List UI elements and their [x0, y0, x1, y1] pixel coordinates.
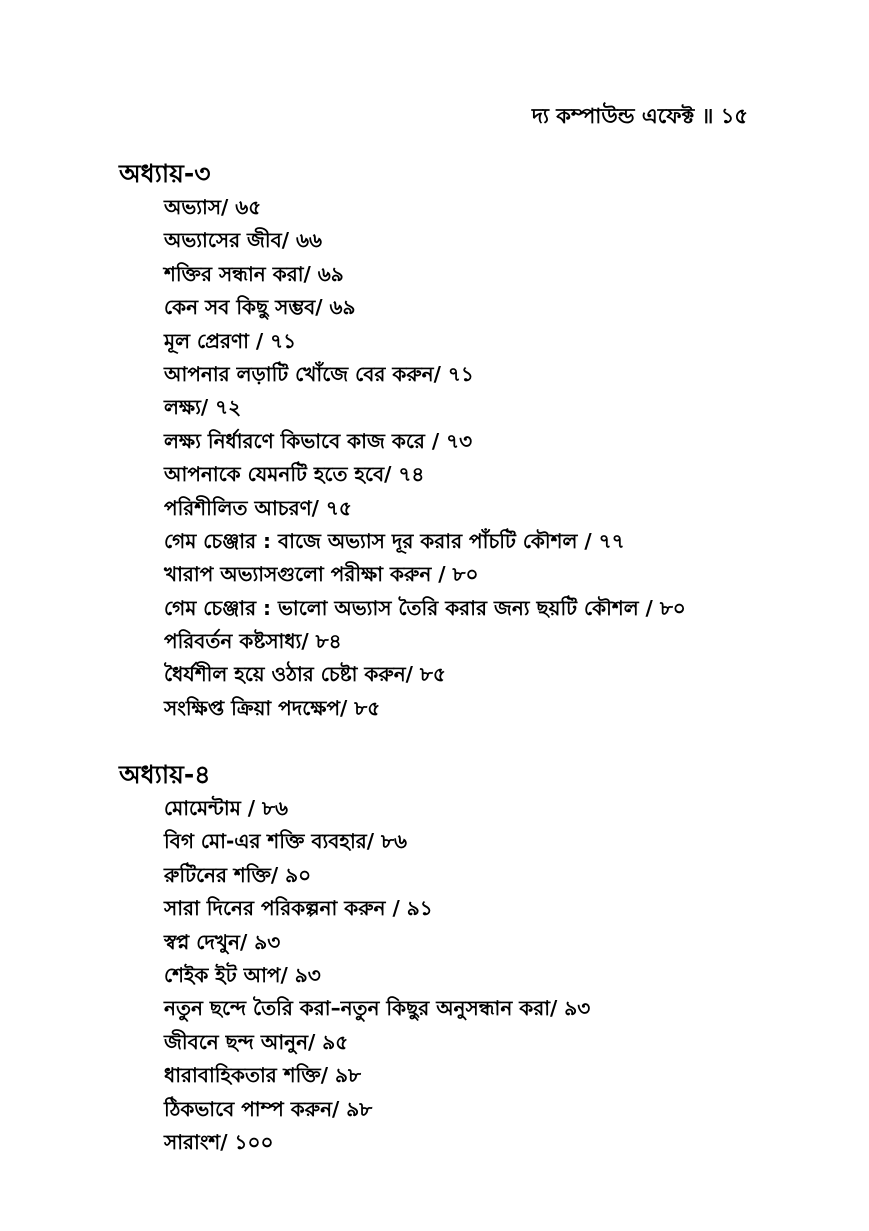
chapter-title: অধ্যায়-৩ — [119, 159, 211, 188]
toc-entry: বিগ মো-এর শক্তি ব্যবহার/ ৮৬ — [164, 829, 407, 854]
chapter-title: অধ্যায়-৪ — [119, 760, 211, 789]
toc-entry: ধৈর্যশীল হয়ে ওঠার চেষ্টা করুন/ ৮৫ — [164, 662, 446, 687]
toc-entry: লক্ষ্য/ ৭২ — [164, 395, 242, 420]
chapter-4-section — [119, 758, 779, 1159]
toc-entry: কেন সব কিছু সম্ভব/ ৬৯ — [164, 295, 356, 320]
toc-entry-list — [119, 792, 779, 1159]
toc-entry: অভ্যাস/ ৬৫ — [164, 195, 262, 219]
toc-entry: অভ্যাসের জীব/ ৬৬ — [164, 228, 323, 253]
toc-entry: নতুন ছন্দে তৈরি করা–নতুন কিছুর অনুসন্ধান করা/ ৯৩ — [164, 996, 591, 1021]
toc-entry: শক্তির সন্ধান করা/ ৬৯ — [164, 261, 344, 286]
toc-entry: আপনাকে যেমনটি হতে হবে/ ৭৪ — [164, 462, 425, 487]
toc-entry-list — [119, 191, 779, 725]
chapter-3-section — [119, 157, 779, 725]
toc-entry: জীবনে ছন্দ আনুন/ ৯৫ — [164, 1029, 349, 1054]
toc-entry: সংক্ষিপ্ত ক্রিয়া পদক্ষেপ/ ৮৫ — [164, 695, 381, 720]
toc-entry: গেম চেঞ্জার : ভালো অভ্যাস তৈরি করার জন্য ছয়টি কৌশল / ৮০ — [164, 595, 686, 620]
toc-entry: মূল প্রেরণা / ৭১ — [164, 328, 297, 353]
toc-entry: সারাংশ/ ১০০ — [164, 1129, 274, 1154]
running-header: দ্য কম্পাউন্ড এফেক্ট ॥ ১৫ — [531, 104, 748, 128]
toc-entry: ঠিকভাবে পাম্প করুন/ ৯৮ — [164, 1096, 373, 1121]
toc-entry: আপনার লড়াটি খোঁজে বের করুন/ ৭১ — [164, 361, 474, 386]
toc-entry: ধারাবাহিকতার শক্তি/ ৯৮ — [164, 1063, 361, 1088]
toc-entry: গেম চেঞ্জার : বাজে অভ্যাস দূর করার পাঁচটি কৌশল / ৭৭ — [164, 528, 625, 553]
toc-entry: স্বপ্ন দেখুন/ ৯৩ — [164, 929, 281, 954]
toc-entry: লক্ষ্য নির্ধারণে কিভাবে কাজ করে / ৭৩ — [164, 428, 473, 453]
toc-entry: পরিবর্তন কষ্টসাধ্য/ ৮৪ — [164, 629, 342, 654]
toc-entry: সারা দিনের পরিকল্পনা করুন / ৯১ — [164, 896, 433, 921]
toc-entry: খারাপ অভ্যাসগুলো পরীক্ষা করুন / ৮০ — [164, 562, 479, 587]
toc-entry: পরিশীলিত আচরণ/ ৭৫ — [164, 495, 352, 520]
toc-entry: মোমেন্টাম / ৮৬ — [164, 796, 289, 820]
toc-entry: রুটিনের শক্তি/ ৯০ — [164, 862, 312, 887]
toc-entry: শেইক ইট আপ/ ৯৩ — [164, 962, 321, 987]
